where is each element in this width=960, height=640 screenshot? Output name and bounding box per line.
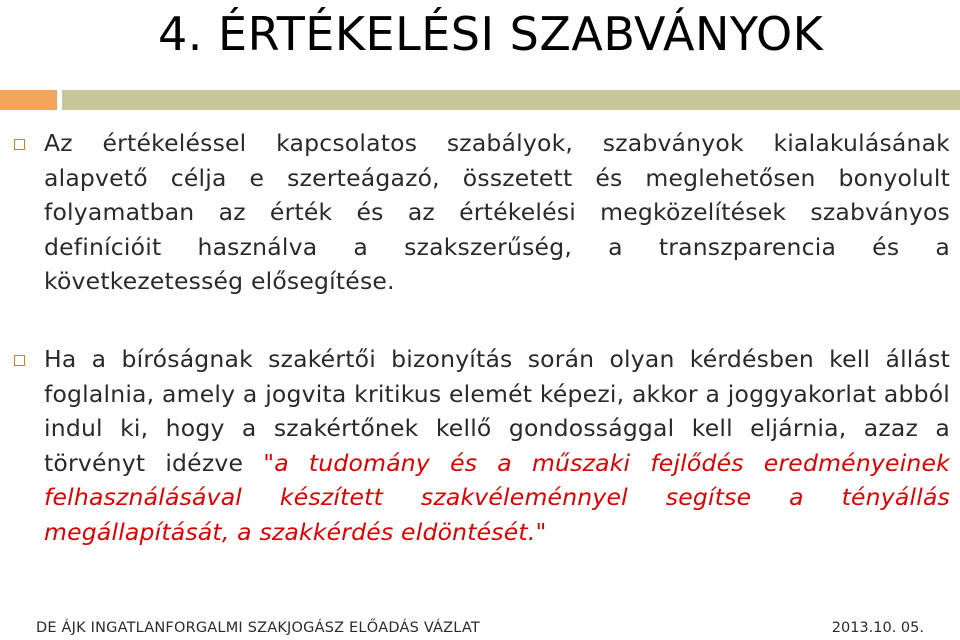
footer-course-label: DE ÁJK INGATLANFORGALMI SZAKJOGÁSZ ELŐADÁS VÁZLAT bbox=[36, 620, 480, 636]
slide-title: 4. ÉRTÉKELÉSI SZABVÁNYOK bbox=[158, 7, 824, 61]
square-bullet-icon bbox=[14, 139, 25, 150]
bullet-text-1: Az értékeléssel kapcsolatos szabályok, szabványok kialakulásának alapvető célja e szerteágazó, összetett és meglehetősen bonyolult folyamatban az érték és az értékelési megközelítések szabványos definícióit használva a szakszerűség, a transzparencia és a következetesség elősegítése. bbox=[44, 129, 950, 296]
title-accent-bar-olive bbox=[62, 90, 960, 110]
law-quote: "a tudomány és a műszaki fejlődés eredményeinek felhasználásával készített szakvéleménnyel segítse a tényállás megállapítását, a szakkérdés eldöntését." bbox=[44, 448, 950, 546]
square-bullet-icon bbox=[14, 355, 25, 366]
bullet-text-2 bbox=[44, 342, 950, 550]
footer-date: 2013.10. 05. bbox=[831, 620, 924, 636]
bullet-text-2-body: Ha a bíróságnak szakértői bizonyítás során olyan kérdésben kell állást foglalnia, amely a jogvita kritikus elemét képezi, akkor a joggyakorlat abból indul ki, hogy a szakértőnek kellő gondossággal kell eljárnia, azaz a törvényt idézve bbox=[44, 345, 950, 477]
title-accent-bar-orange bbox=[0, 90, 57, 110]
